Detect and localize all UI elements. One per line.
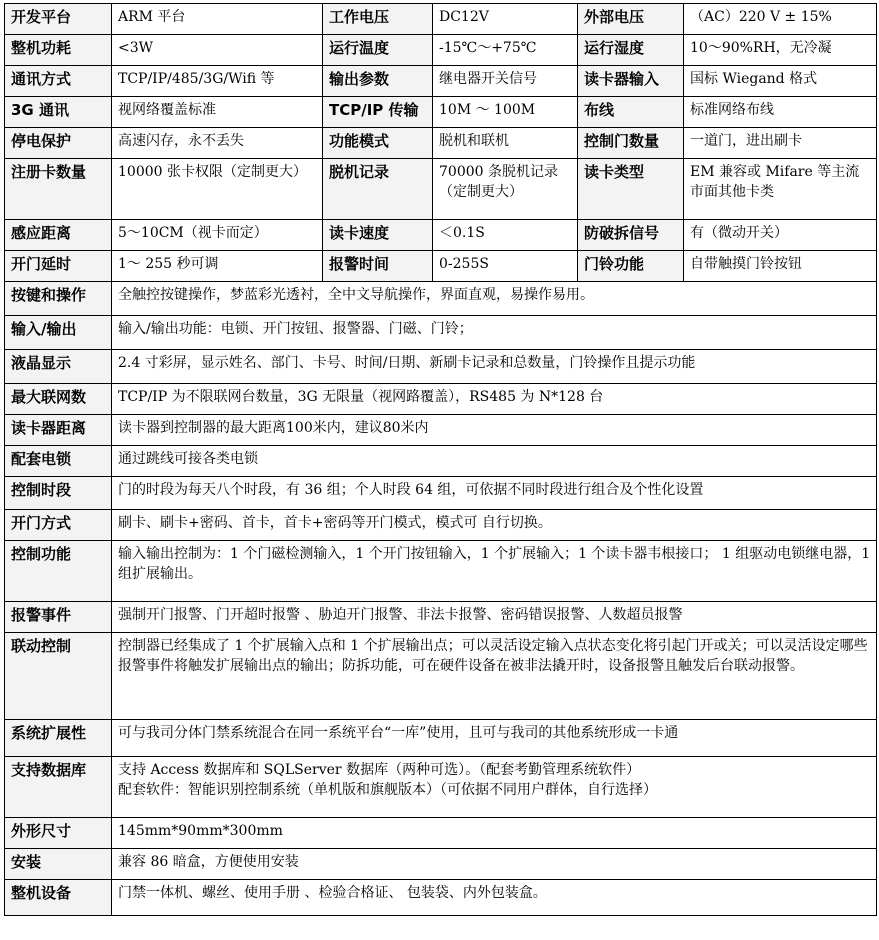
spec-label: 读卡器距离 — [5, 415, 112, 446]
spec-label: 工作电压 — [323, 4, 433, 35]
spec-value: 视网络覆盖标准 — [112, 97, 323, 128]
spec-value: 通过跳线可接各类电锁 — [112, 446, 877, 477]
spec-value: 国标 Wiegand 格式 — [684, 66, 877, 97]
spec-row-full — [5, 757, 877, 818]
spec-label: 最大联网数 — [5, 384, 112, 415]
spec-row-full — [5, 541, 877, 602]
spec-label: 开门延时 — [5, 251, 112, 282]
spec-label: 外形尺寸 — [5, 818, 112, 849]
spec-row — [5, 128, 877, 159]
spec-label: 外部电压 — [578, 4, 684, 35]
spec-value: 10M ～ 100M — [433, 97, 578, 128]
spec-row-full — [5, 602, 877, 633]
spec-value: 5～10CM（视卡而定） — [112, 220, 323, 251]
spec-value: 兼容 86 暗盒，方便使用安装 — [112, 849, 877, 880]
spec-label: 控制门数量 — [578, 128, 684, 159]
spec-label: 控制功能 — [5, 541, 112, 602]
spec-row-full — [5, 282, 877, 316]
spec-value: 控制器已经集成了 1 个扩展输入点和 1 个扩展输出点；可以灵活设定输入点状态变化将引起门开或关；可以灵活设定哪些报警事件将触发扩展输出点的输出；防拆功能，可在硬件设备在被非法撬开时，设备报警且触发后台联动报警。 — [112, 633, 877, 720]
spec-value: 输入/输出功能：电锁、开门按钮、报警器、门磁、门铃； — [112, 316, 877, 350]
spec-value: <3W — [112, 35, 323, 66]
spec-label: 功能模式 — [323, 128, 433, 159]
spec-row-full — [5, 818, 877, 849]
spec-value: 读卡器到控制器的最大距离100米内，建议80米内 — [112, 415, 877, 446]
spec-value: 高速闪存，永不丢失 — [112, 128, 323, 159]
spec-row-full — [5, 415, 877, 446]
spec-value: 强制开门报警、门开超时报警 、胁迫开门报警、非法卡报警、密码错误报警、人数超员报警 — [112, 602, 877, 633]
spec-label: 开门方式 — [5, 510, 112, 541]
spec-value: 门禁一体机、螺丝、使用手册 、检验合格证、 包装袋、内外包装盒。 — [112, 880, 877, 916]
spec-value: DC12V — [433, 4, 578, 35]
spec-value-multi — [112, 757, 877, 818]
spec-value: 145mm*90mm*300mm — [112, 818, 877, 849]
spec-label: 运行温度 — [323, 35, 433, 66]
spec-label: 按键和操作 — [5, 282, 112, 316]
spec-row-full — [5, 446, 877, 477]
spec-label: TCP/IP 传输 — [323, 97, 433, 128]
spec-row — [5, 97, 877, 128]
spec-value: 10～90%RH，无冷凝 — [684, 35, 877, 66]
spec-value: ＜0.1S — [433, 220, 578, 251]
spec-row-full — [5, 384, 877, 415]
spec-value: 2.4 寸彩屏，显示姓名、部门、卡号、时间/日期、新刷卡记录和总数量，门铃操作且提示功能 — [112, 350, 877, 384]
spec-value: （AC）220 V ± 15% — [684, 4, 877, 35]
spec-value: 刷卡、刷卡+密码、首卡，首卡+密码等开门模式，模式可 自行切换。 — [112, 510, 877, 541]
spec-label: 液晶显示 — [5, 350, 112, 384]
spec-table — [4, 3, 877, 916]
spec-value: 继电器开关信号 — [433, 66, 578, 97]
spec-row — [5, 66, 877, 97]
spec-value: EM 兼容或 Mifare 等主流市面其他卡类 — [684, 159, 877, 220]
spec-row-full — [5, 316, 877, 350]
spec-value: 70000 条脱机记录（定制更大） — [433, 159, 578, 220]
spec-row — [5, 251, 877, 282]
spec-label: 联动控制 — [5, 633, 112, 720]
spec-label: 开发平台 — [5, 4, 112, 35]
spec-row — [5, 35, 877, 66]
spec-label: 输入/输出 — [5, 316, 112, 350]
spec-row-full — [5, 510, 877, 541]
spec-label: 注册卡数量 — [5, 159, 112, 220]
spec-label: 布线 — [578, 97, 684, 128]
spec-label: 停电保护 — [5, 128, 112, 159]
spec-label: 脱机记录 — [323, 159, 433, 220]
spec-value: 标准网络布线 — [684, 97, 877, 128]
spec-label: 整机功耗 — [5, 35, 112, 66]
spec-value: 自带触摸门铃按钮 — [684, 251, 877, 282]
spec-value: 有（微动开关） — [684, 220, 877, 251]
spec-label: 控制时段 — [5, 477, 112, 510]
spec-label: 支持数据库 — [5, 757, 112, 818]
spec-value: 一道门，进出刷卡 — [684, 128, 877, 159]
spec-row-full — [5, 350, 877, 384]
spec-value: TCP/IP/485/3G/Wifi 等 — [112, 66, 323, 97]
spec-label: 系统扩展性 — [5, 720, 112, 757]
spec-value: 10000 张卡权限（定制更大） — [112, 159, 323, 220]
spec-label: 通讯方式 — [5, 66, 112, 97]
spec-row-full — [5, 633, 877, 720]
spec-label: 安装 — [5, 849, 112, 880]
spec-label: 读卡类型 — [578, 159, 684, 220]
spec-row — [5, 4, 877, 35]
spec-value: TCP/IP 为不限联网台数量，3G 无限量（视网路覆盖），RS485 为 N*128 台 — [112, 384, 877, 415]
spec-row-full — [5, 849, 877, 880]
spec-value: 0-255S — [433, 251, 578, 282]
spec-row-full — [5, 720, 877, 757]
spec-value: 脱机和联机 — [433, 128, 578, 159]
spec-label: 3G 通讯 — [5, 97, 112, 128]
spec-value: 输入输出控制为：1 个门磁检测输入，1 个开门按钮输入，1 个扩展输入；1 个读卡器韦根接口； 1 组驱动电锁继电器，1 组扩展输出。 — [112, 541, 877, 602]
spec-label: 整机设备 — [5, 880, 112, 916]
spec-row — [5, 220, 877, 251]
spec-row — [5, 159, 877, 220]
spec-value: ARM 平台 — [112, 4, 323, 35]
spec-table-body — [5, 4, 877, 916]
spec-label: 报警时间 — [323, 251, 433, 282]
spec-label: 感应距离 — [5, 220, 112, 251]
spec-value-line: 支持 Access 数据库和 SQLServer 数据库（两种可选）。（配套考勤管理系统软件） — [118, 762, 641, 778]
spec-value: 全触控按键操作，梦蓝彩光透衬，全中文导航操作，界面直观，易操作易用。 — [112, 282, 877, 316]
spec-value-line: 配套软件：智能识别控制系统（单机版和旗舰版本）（可依据不同用户群体，自行选择） — [118, 782, 657, 798]
spec-label: 读卡器输入 — [578, 66, 684, 97]
spec-value: 1～ 255 秒可调 — [112, 251, 323, 282]
spec-label: 运行湿度 — [578, 35, 684, 66]
spec-row-full — [5, 477, 877, 510]
spec-label: 门铃功能 — [578, 251, 684, 282]
spec-label: 输出参数 — [323, 66, 433, 97]
spec-label: 报警事件 — [5, 602, 112, 633]
spec-row-full — [5, 880, 877, 916]
spec-value: -15℃～+75℃ — [433, 35, 578, 66]
spec-label: 读卡速度 — [323, 220, 433, 251]
spec-value: 门的时段为每天八个时段，有 36 组；个人时段 64 组，可依据不同时段进行组合及个性化设置 — [112, 477, 877, 510]
spec-label: 防破拆信号 — [578, 220, 684, 251]
spec-value: 可与我司分体门禁系统混合在同一系统平台“一库”使用，且可与我司的其他系统形成一卡通 — [112, 720, 877, 757]
spec-label: 配套电锁 — [5, 446, 112, 477]
